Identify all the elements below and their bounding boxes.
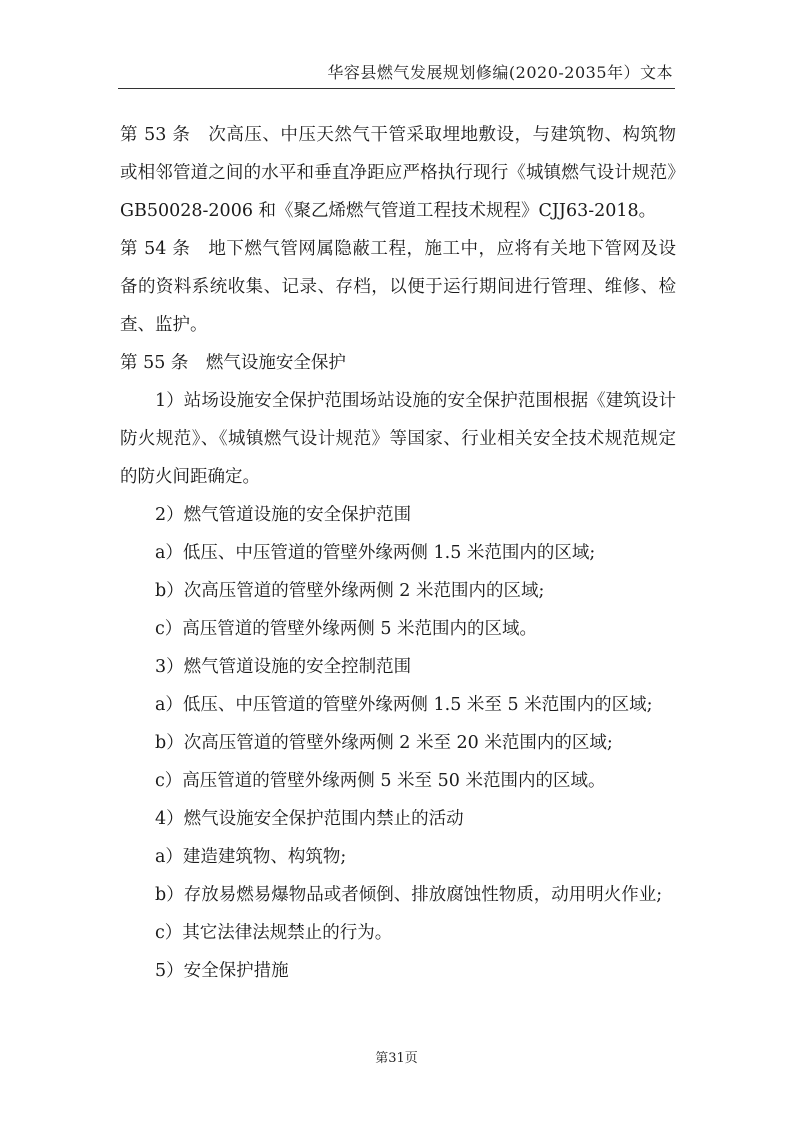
clause-3a: a）低压、中压管道的管壁外缘两侧 1.5 米至 5 米范围内的区域; (155, 695, 653, 715)
clause-4b: b）存放易燃易爆物品或者倾倒、排放腐蚀性物质，动用明火作业; (155, 885, 663, 905)
clause-4c: c）其它法律法规禁止的行为。 (155, 923, 393, 943)
article-53: 第 53 条 次高压、中压天然气干管采取埋地敷设，与建筑物、构筑物或相邻管道之间的水平和垂直净距应严格执行现行《城镇燃气设计规范》GB50028-2006 和《聚乙烯燃气管道工程技术规程》CJJ63-2018。 (120, 125, 676, 221)
clause-4a: a）建造建筑物、构筑物; (155, 847, 347, 867)
article-55: 第 55 条 燃气设施安全保护 (120, 353, 346, 373)
clause-2a: a）低压、中压管道的管壁外缘两侧 1.5 米范围内的区域; (155, 543, 596, 563)
clause-2c: c）高压管道的管壁外缘两侧 5 米范围内的区域。 (155, 619, 538, 639)
clause-2b: b）次高压管道的管壁外缘两侧 2 米范围内的区域; (155, 581, 545, 601)
header-divider (118, 88, 675, 89)
document-body (120, 116, 676, 990)
article-54: 第 54 条 地下燃气管网属隐蔽工程，施工中，应将有关地下管网及设备的资料系统收集、记录、存档，以便于运行期间进行管理、维修、检查、监护。 (120, 239, 676, 335)
clause-3c: c）高压管道的管壁外缘两侧 5 米至 50 米范围内的区域。 (155, 771, 606, 791)
clause-5: 5）安全保护措施 (155, 961, 289, 981)
page-number: 第31页 (375, 1051, 418, 1066)
clause-3b: b）次高压管道的管壁外缘两侧 2 米至 20 米范围内的区域; (155, 733, 613, 753)
clause-4: 4）燃气设施安全保护范围内禁止的活动 (155, 809, 464, 829)
clause-2: 2）燃气管道设施的安全保护范围 (155, 505, 412, 525)
running-header: 华容县燃气发展规划修编(2020-2035年）文本 (327, 63, 673, 82)
clause-3: 3）燃气管道设施的安全控制范围 (155, 657, 412, 677)
clause-1: 1）站场设施安全保护范围场站设施的安全保护范围根据《建筑设计防火规范》、《城镇燃气设计规范》等国家、行业相关安全技术规范规定的防火间距确定。 (120, 391, 676, 487)
